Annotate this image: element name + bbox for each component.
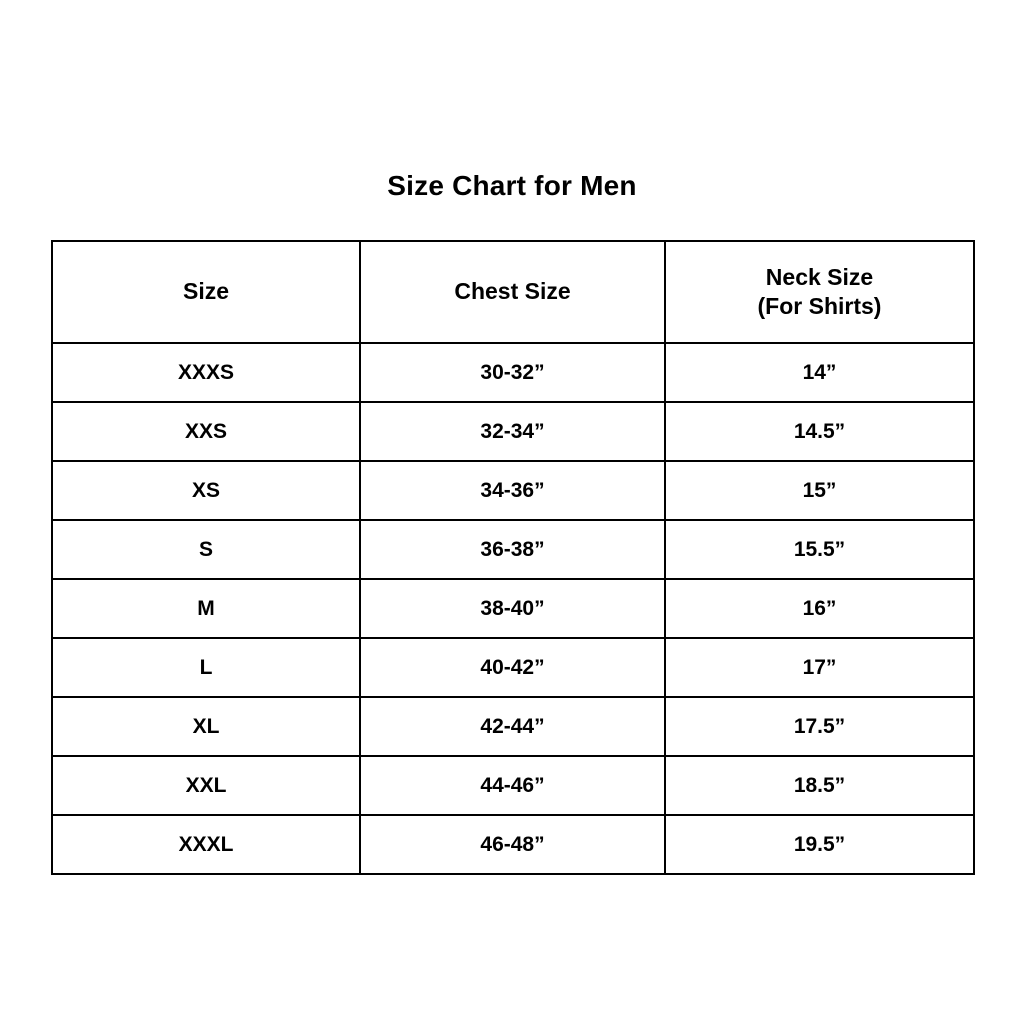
- column-header-neck-size-label: Neck Size: [765, 263, 874, 290]
- table-body: [52, 343, 974, 874]
- size-chart-table: [51, 240, 975, 875]
- cell-neck: 18.5”: [665, 756, 974, 815]
- cell-neck: 17”: [665, 638, 974, 697]
- column-header-size-label: Size: [182, 278, 230, 305]
- size-chart-table-wrapper: [51, 240, 973, 875]
- cell-chest: 46-48”: [360, 815, 665, 874]
- cell-size: M: [52, 579, 360, 638]
- cell-neck: 14”: [665, 343, 974, 402]
- table-row: [52, 402, 974, 461]
- table-row: [52, 638, 974, 697]
- cell-chest: 30-32”: [360, 343, 665, 402]
- table-row: [52, 343, 974, 402]
- table-row: [52, 815, 974, 874]
- cell-chest: 44-46”: [360, 756, 665, 815]
- cell-size: XS: [52, 461, 360, 520]
- column-header-chest-size-label: Chest Size: [454, 278, 571, 305]
- table-row: [52, 461, 974, 520]
- cell-size: S: [52, 520, 360, 579]
- cell-size: L: [52, 638, 360, 697]
- table-header-row: [52, 241, 974, 343]
- cell-size: XXL: [52, 756, 360, 815]
- page-title: Size Chart for Men: [387, 170, 637, 201]
- cell-chest: 32-34”: [360, 402, 665, 461]
- cell-neck: 19.5”: [665, 815, 974, 874]
- cell-neck: 17.5”: [665, 697, 974, 756]
- table-row: [52, 756, 974, 815]
- cell-size: XXXL: [52, 815, 360, 874]
- cell-chest: 34-36”: [360, 461, 665, 520]
- column-header-neck-size-sublabel: (For Shirts): [757, 293, 882, 319]
- cell-neck: 16”: [665, 579, 974, 638]
- cell-neck: 15.5”: [665, 520, 974, 579]
- cell-neck: 14.5”: [665, 402, 974, 461]
- table-row: [52, 520, 974, 579]
- cell-chest: 36-38”: [360, 520, 665, 579]
- cell-size: XXXS: [52, 343, 360, 402]
- table-row: [52, 697, 974, 756]
- cell-size: XXS: [52, 402, 360, 461]
- column-header-neck-size: [665, 241, 974, 343]
- column-header-chest-size: [360, 241, 665, 343]
- cell-chest: 38-40”: [360, 579, 665, 638]
- table-header: [52, 241, 974, 343]
- cell-chest: 40-42”: [360, 638, 665, 697]
- table-row: [52, 579, 974, 638]
- column-header-size: [52, 241, 360, 343]
- cell-chest: 42-44”: [360, 697, 665, 756]
- cell-size: XL: [52, 697, 360, 756]
- cell-neck: 15”: [665, 461, 974, 520]
